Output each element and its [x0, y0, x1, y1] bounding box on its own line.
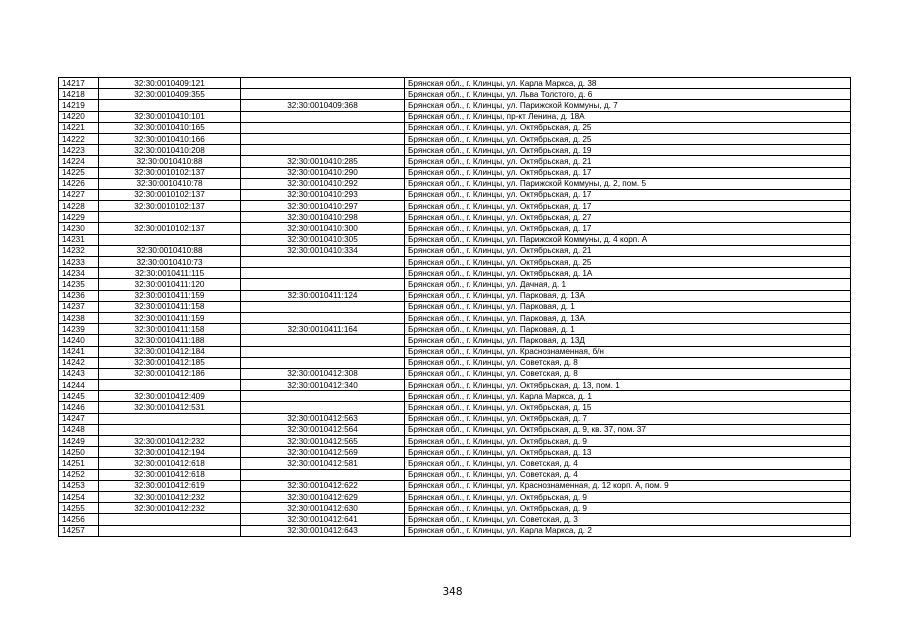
- table-row: [59, 89, 851, 100]
- address-cell: Брянская обл., г. Клинцы, ул. Октябрьская, д. 21: [405, 156, 851, 167]
- table-row: [59, 480, 851, 491]
- row-number-cell: 14231: [59, 234, 99, 245]
- address-cell: Брянская обл., г. Клинцы, ул. Октябрьская, д. 21: [405, 245, 851, 256]
- related-cadastral-number-cell: [241, 391, 405, 402]
- related-cadastral-number-cell: 32:30:0010410:292: [241, 178, 405, 189]
- address-cell: Брянская обл., г. Клинцы, ул. Краснознаменная, б/н: [405, 346, 851, 357]
- table-body: [59, 78, 851, 537]
- row-number-cell: 14232: [59, 245, 99, 256]
- related-cadastral-number-cell: [241, 402, 405, 413]
- table-row: [59, 413, 851, 424]
- related-cadastral-number-cell: [241, 469, 405, 480]
- row-number-cell: 14237: [59, 301, 99, 312]
- cadastral-number-cell: 32:30:0010412:185: [99, 357, 241, 368]
- related-cadastral-number-cell: 32:30:0010412:643: [241, 525, 405, 536]
- related-cadastral-number-cell: 32:30:0010411:124: [241, 290, 405, 301]
- related-cadastral-number-cell: 32:30:0010412:622: [241, 480, 405, 491]
- address-cell: Брянская обл., г. Клинцы, ул. Октябрьская, д. 25: [405, 257, 851, 268]
- cadastral-number-cell: 32:30:0010410:208: [99, 145, 241, 156]
- related-cadastral-number-cell: [241, 133, 405, 144]
- address-cell: Брянская обл., г. Клинцы, ул. Парижской Коммуны, д. 4 корп. А: [405, 234, 851, 245]
- cadastral-number-cell: 32:30:0010410:88: [99, 245, 241, 256]
- related-cadastral-number-cell: [241, 357, 405, 368]
- table-row: [59, 525, 851, 536]
- row-number-cell: 14253: [59, 480, 99, 491]
- row-number-cell: 14251: [59, 458, 99, 469]
- table-row: [59, 156, 851, 167]
- cadastral-number-cell: 32:30:0010411:158: [99, 324, 241, 335]
- related-cadastral-number-cell: 32:30:0010412:564: [241, 424, 405, 435]
- row-number-cell: 14257: [59, 525, 99, 536]
- cadastral-number-cell: 32:30:0010410:73: [99, 257, 241, 268]
- address-cell: Брянская обл., г. Клинцы, ул. Советская, д. 8: [405, 368, 851, 379]
- table-row: [59, 514, 851, 525]
- address-cell: Брянская обл., г. Клинцы, ул. Советская, д. 8: [405, 357, 851, 368]
- row-number-cell: 14236: [59, 290, 99, 301]
- related-cadastral-number-cell: 32:30:0010412:565: [241, 436, 405, 447]
- table-row: [59, 357, 851, 368]
- cadastral-number-cell: 32:30:0010412:194: [99, 447, 241, 458]
- cadastral-number-cell: 32:30:0010411:159: [99, 290, 241, 301]
- related-cadastral-number-cell: 32:30:0010410:297: [241, 201, 405, 212]
- cadastral-number-cell: [99, 234, 241, 245]
- address-cell: Брянская обл., г. Клинцы, ул. Октябрьская, д. 9: [405, 503, 851, 514]
- table-row: [59, 189, 851, 200]
- address-cell: Брянская обл., г. Клинцы, ул. Октябрьская, д. 17: [405, 189, 851, 200]
- row-number-cell: 14239: [59, 324, 99, 335]
- table-row: [59, 391, 851, 402]
- cadastral-number-cell: 32:30:0010412:618: [99, 469, 241, 480]
- table-row: [59, 245, 851, 256]
- property-register-table: [58, 77, 851, 537]
- row-number-cell: 14223: [59, 145, 99, 156]
- cadastral-number-cell: 32:30:0010410:166: [99, 133, 241, 144]
- row-number-cell: 14244: [59, 380, 99, 391]
- related-cadastral-number-cell: 32:30:0010410:285: [241, 156, 405, 167]
- table-row: [59, 257, 851, 268]
- row-number-cell: 14226: [59, 178, 99, 189]
- cadastral-number-cell: [99, 424, 241, 435]
- cadastral-number-cell: 32:30:0010412:186: [99, 368, 241, 379]
- row-number-cell: 14220: [59, 111, 99, 122]
- related-cadastral-number-cell: 32:30:0010410:298: [241, 212, 405, 223]
- cadastral-number-cell: [99, 212, 241, 223]
- address-cell: Брянская обл., г. Клинцы, ул. Парковая, д. 1: [405, 324, 851, 335]
- row-number-cell: 14250: [59, 447, 99, 458]
- related-cadastral-number-cell: [241, 257, 405, 268]
- cadastral-number-cell: 32:30:0010411:120: [99, 279, 241, 290]
- table-row: [59, 178, 851, 189]
- cadastral-number-cell: 32:30:0010411:158: [99, 301, 241, 312]
- table-row: [59, 212, 851, 223]
- address-cell: Брянская обл., г. Клинцы, ул. Октябрьская, д. 25: [405, 133, 851, 144]
- related-cadastral-number-cell: 32:30:0010412:630: [241, 503, 405, 514]
- row-number-cell: 14240: [59, 335, 99, 346]
- related-cadastral-number-cell: [241, 145, 405, 156]
- cadastral-number-cell: 32:30:0010412:619: [99, 480, 241, 491]
- related-cadastral-number-cell: 32:30:0010410:305: [241, 234, 405, 245]
- address-cell: Брянская обл., г. Клинцы, ул. Октябрьская, д. 25: [405, 122, 851, 133]
- row-number-cell: 14230: [59, 223, 99, 234]
- cadastral-number-cell: 32:30:0010102:137: [99, 189, 241, 200]
- address-cell: Брянская обл., г. Клинцы, ул. Октябрьская, д. 1А: [405, 268, 851, 279]
- address-cell: Брянская обл., г. Клинцы, ул. Карла Маркса, д. 1: [405, 391, 851, 402]
- table-row: [59, 312, 851, 323]
- row-number-cell: 14241: [59, 346, 99, 357]
- related-cadastral-number-cell: [241, 335, 405, 346]
- row-number-cell: 14238: [59, 312, 99, 323]
- table-row: [59, 503, 851, 514]
- address-cell: Брянская обл., г. Клинцы, ул. Краснознаменная, д. 12 корп. А, пом. 9: [405, 480, 851, 491]
- related-cadastral-number-cell: [241, 279, 405, 290]
- address-cell: Брянская обл., г. Клинцы, ул. Октябрьская, д. 9: [405, 491, 851, 502]
- address-cell: Брянская обл., г. Клинцы, ул. Октябрьская, д. 19: [405, 145, 851, 156]
- address-cell: Брянская обл., г. Клинцы, ул. Октябрьская, д. 17: [405, 223, 851, 234]
- table-row: [59, 368, 851, 379]
- row-number-cell: 14243: [59, 368, 99, 379]
- table-row: [59, 346, 851, 357]
- cadastral-number-cell: 32:30:0010410:101: [99, 111, 241, 122]
- related-cadastral-number-cell: 32:30:0010412:563: [241, 413, 405, 424]
- address-cell: Брянская обл., г. Клинцы, ул. Советская, д. 4: [405, 458, 851, 469]
- address-cell: Брянская обл., г. Клинцы, ул. Парижской Коммуны, д. 2, пом. 5: [405, 178, 851, 189]
- address-cell: Брянская обл., г. Клинцы, ул. Октябрьская, д. 17: [405, 167, 851, 178]
- address-cell: Брянская обл., г. Клинцы, ул. Октябрьская, д. 13, пом. 1: [405, 380, 851, 391]
- related-cadastral-number-cell: 32:30:0010412:581: [241, 458, 405, 469]
- row-number-cell: 14222: [59, 133, 99, 144]
- table-row: [59, 447, 851, 458]
- table-row: [59, 290, 851, 301]
- cadastral-number-cell: 32:30:0010411:159: [99, 312, 241, 323]
- row-number-cell: 14255: [59, 503, 99, 514]
- address-cell: Брянская обл., г. Клинцы, ул. Советская, д. 4: [405, 469, 851, 480]
- table-row: [59, 424, 851, 435]
- address-cell: Брянская обл., г. Клинцы, ул. Октябрьская, д. 27: [405, 212, 851, 223]
- related-cadastral-number-cell: [241, 89, 405, 100]
- cadastral-number-cell: [99, 100, 241, 111]
- row-number-cell: 14219: [59, 100, 99, 111]
- row-number-cell: 14242: [59, 357, 99, 368]
- cadastral-number-cell: 32:30:0010409:121: [99, 78, 241, 89]
- cadastral-number-cell: 32:30:0010410:78: [99, 178, 241, 189]
- address-cell: Брянская обл., г. Клинцы, ул. Дачная, д. 1: [405, 279, 851, 290]
- row-number-cell: 14218: [59, 89, 99, 100]
- address-cell: Брянская обл., г. Клинцы, ул. Октябрьская, д. 9: [405, 436, 851, 447]
- cadastral-number-cell: 32:30:0010412:531: [99, 402, 241, 413]
- related-cadastral-number-cell: 32:30:0010412:308: [241, 368, 405, 379]
- row-number-cell: 14221: [59, 122, 99, 133]
- cadastral-number-cell: 32:30:0010411:115: [99, 268, 241, 279]
- related-cadastral-number-cell: 32:30:0010410:293: [241, 189, 405, 200]
- address-cell: Брянская обл., г. Клинцы, ул. Советская, д. 3: [405, 514, 851, 525]
- cadastral-number-cell: 32:30:0010412:618: [99, 458, 241, 469]
- row-number-cell: 14235: [59, 279, 99, 290]
- table-row: [59, 491, 851, 502]
- row-number-cell: 14234: [59, 268, 99, 279]
- table-row: [59, 301, 851, 312]
- row-number-cell: 14252: [59, 469, 99, 480]
- cadastral-number-cell: 32:30:0010412:409: [99, 391, 241, 402]
- address-cell: Брянская обл., г. Клинцы, ул. Карла Маркса, д. 2: [405, 525, 851, 536]
- cadastral-number-cell: 32:30:0010412:184: [99, 346, 241, 357]
- related-cadastral-number-cell: 32:30:0010412:641: [241, 514, 405, 525]
- related-cadastral-number-cell: 32:30:0010410:300: [241, 223, 405, 234]
- cadastral-number-cell: 32:30:0010102:137: [99, 167, 241, 178]
- address-cell: Брянская обл., г. Клинцы, ул. Октябрьская, д. 9, кв. 37, пом. 37: [405, 424, 851, 435]
- related-cadastral-number-cell: [241, 78, 405, 89]
- row-number-cell: 14256: [59, 514, 99, 525]
- address-cell: Брянская обл., г. Клинцы, пр-кт Ленина, д. 18А: [405, 111, 851, 122]
- row-number-cell: 14248: [59, 424, 99, 435]
- row-number-cell: 14246: [59, 402, 99, 413]
- row-number-cell: 14227: [59, 189, 99, 200]
- table-row: [59, 469, 851, 480]
- cadastral-number-cell: 32:30:0010411:188: [99, 335, 241, 346]
- address-cell: Брянская обл., г. Клинцы, ул. Октябрьская, д. 15: [405, 402, 851, 413]
- address-cell: Брянская обл., г. Клинцы, ул. Льва Толстого, д. 6: [405, 89, 851, 100]
- table-row: [59, 133, 851, 144]
- table-row: [59, 436, 851, 447]
- row-number-cell: 14254: [59, 491, 99, 502]
- row-number-cell: 14229: [59, 212, 99, 223]
- cadastral-number-cell: 32:30:0010410:88: [99, 156, 241, 167]
- row-number-cell: 14245: [59, 391, 99, 402]
- related-cadastral-number-cell: 32:30:0010410:290: [241, 167, 405, 178]
- related-cadastral-number-cell: 32:30:0010412:569: [241, 447, 405, 458]
- related-cadastral-number-cell: 32:30:0010411:164: [241, 324, 405, 335]
- address-cell: Брянская обл., г. Клинцы, ул. Парижской Коммуны, д. 7: [405, 100, 851, 111]
- related-cadastral-number-cell: 32:30:0010412:629: [241, 491, 405, 502]
- related-cadastral-number-cell: [241, 122, 405, 133]
- related-cadastral-number-cell: [241, 346, 405, 357]
- cadastral-number-cell: 32:30:0010412:232: [99, 503, 241, 514]
- row-number-cell: 14233: [59, 257, 99, 268]
- cadastral-number-cell: [99, 525, 241, 536]
- cadastral-number-cell: 32:30:0010410:165: [99, 122, 241, 133]
- related-cadastral-number-cell: 32:30:0010410:334: [241, 245, 405, 256]
- table-row: [59, 122, 851, 133]
- table-row: [59, 279, 851, 290]
- cadastral-number-cell: 32:30:0010412:232: [99, 436, 241, 447]
- address-cell: Брянская обл., г. Клинцы, ул. Парковая, д. 13Д: [405, 335, 851, 346]
- related-cadastral-number-cell: 32:30:0010409:368: [241, 100, 405, 111]
- table-row: [59, 234, 851, 245]
- table-row: [59, 100, 851, 111]
- address-cell: Брянская обл., г. Клинцы, ул. Парковая, д. 13А: [405, 312, 851, 323]
- table-row: [59, 268, 851, 279]
- cadastral-number-cell: 32:30:0010409:355: [99, 89, 241, 100]
- row-number-cell: 14224: [59, 156, 99, 167]
- row-number-cell: 14217: [59, 78, 99, 89]
- related-cadastral-number-cell: 32:30:0010412:340: [241, 380, 405, 391]
- address-cell: Брянская обл., г. Клинцы, ул. Октябрьская, д. 17: [405, 201, 851, 212]
- table-row: [59, 167, 851, 178]
- address-cell: Брянская обл., г. Клинцы, ул. Парковая, д. 1: [405, 301, 851, 312]
- cadastral-number-cell: 32:30:0010412:232: [99, 491, 241, 502]
- table-row: [59, 380, 851, 391]
- page-number: 348: [442, 586, 463, 598]
- row-number-cell: 14228: [59, 201, 99, 212]
- address-cell: Брянская обл., г. Клинцы, ул. Октябрьская, д. 13: [405, 447, 851, 458]
- cadastral-number-cell: 32:30:0010102:137: [99, 223, 241, 234]
- table-row: [59, 201, 851, 212]
- table-row: [59, 402, 851, 413]
- cadastral-number-cell: 32:30:0010102:137: [99, 201, 241, 212]
- table-row: [59, 145, 851, 156]
- address-cell: Брянская обл., г. Клинцы, ул. Карла Маркса, д. 38: [405, 78, 851, 89]
- related-cadastral-number-cell: [241, 268, 405, 279]
- related-cadastral-number-cell: [241, 301, 405, 312]
- table-row: [59, 223, 851, 234]
- cadastral-number-cell: [99, 514, 241, 525]
- table-row: [59, 111, 851, 122]
- cadastral-number-cell: [99, 413, 241, 424]
- table-row: [59, 458, 851, 469]
- address-cell: Брянская обл., г. Клинцы, ул. Октябрьская, д. 7: [405, 413, 851, 424]
- address-cell: Брянская обл., г. Клинцы, ул. Парковая, д. 13А: [405, 290, 851, 301]
- row-number-cell: 14249: [59, 436, 99, 447]
- related-cadastral-number-cell: [241, 312, 405, 323]
- row-number-cell: 14247: [59, 413, 99, 424]
- table-row: [59, 335, 851, 346]
- row-number-cell: 14225: [59, 167, 99, 178]
- cadastral-number-cell: [99, 380, 241, 391]
- related-cadastral-number-cell: [241, 111, 405, 122]
- table-row: [59, 78, 851, 89]
- table-row: [59, 324, 851, 335]
